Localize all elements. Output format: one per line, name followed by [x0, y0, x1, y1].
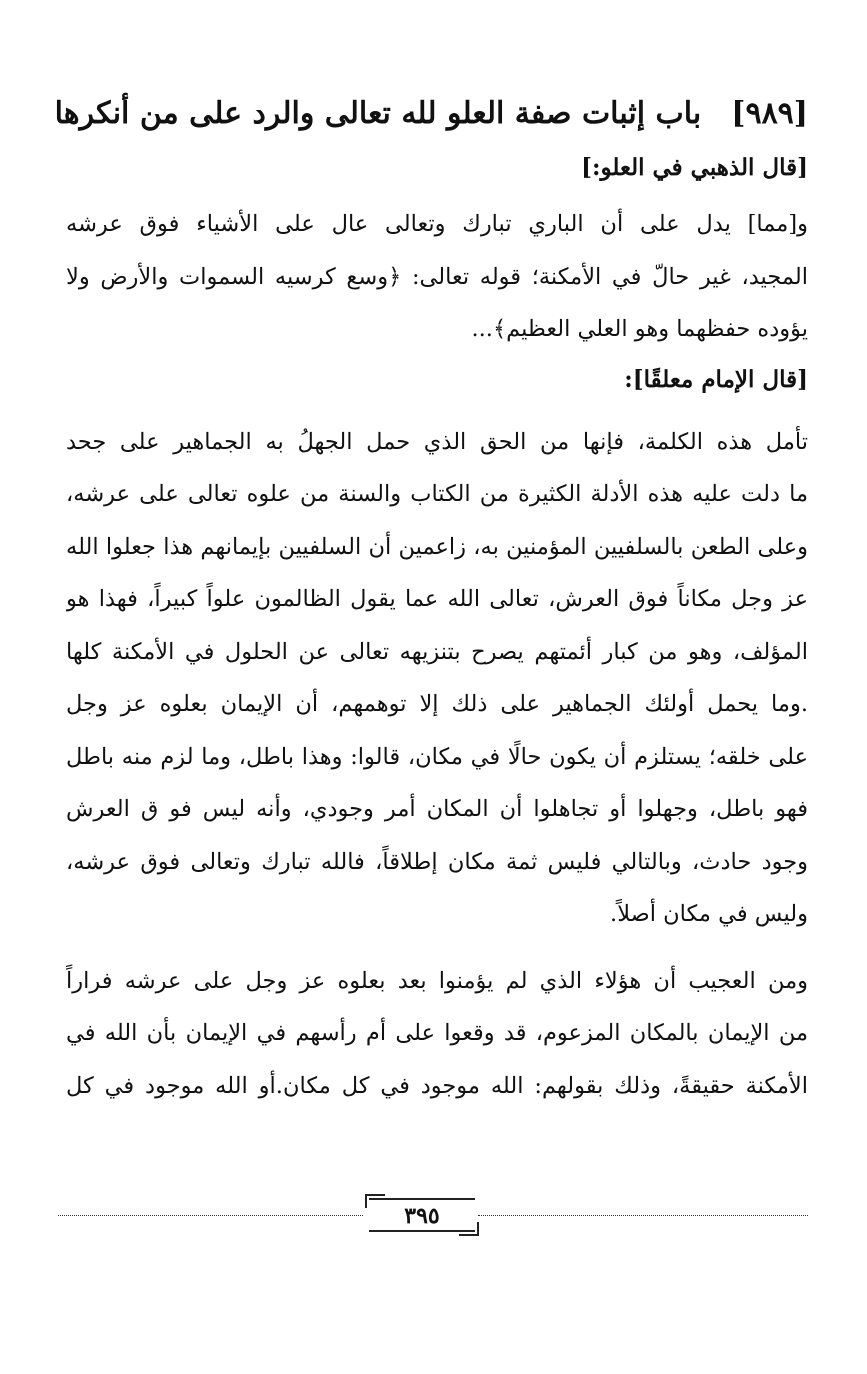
footer-rule-right — [478, 1215, 808, 1216]
page-number-frame — [369, 1198, 475, 1232]
quote-paragraph — [66, 198, 808, 356]
section-heading-imam: [قال الإمام معلقًا]: — [624, 365, 808, 393]
page-number: ٣٩٥ — [404, 1203, 440, 1229]
commentary-paragraph-2 — [66, 955, 808, 1113]
text-line: الأمكنة حقيقةً، وذلك بقولهم: الله موجود في كل مكان.أو الله موجود في كل — [66, 1072, 808, 1099]
text-line: عز وجل مكاناً فوق العرش، تعالى الله عما يقول الظالمون علواً كبيراً، فهذا هو — [66, 586, 808, 612]
text-line: من الإيمان بالمكان المزعوم، قد وقعوا على أم رأسهم في الإيمان بأن الله في — [66, 1020, 808, 1046]
text-line: يؤوده حفظهما وهو العلي العظيم﴾... — [471, 316, 808, 342]
text-line: المؤلف، وهو من كبار أئمتهم يصرح بتنزيهه تعالى عن الحلول في الأمكنة كلها — [66, 638, 808, 665]
text-line: وعلى الطعن بالسلفيين المؤمنين به، زاعمين أن السلفيين بإيمانهم هذا جعلوا الله — [66, 533, 808, 560]
text-line: على خلقه؛ يستلزم أن يكون حالًا في مكان، قالوا: وهذا باطل، وما لزم منه باطل — [66, 743, 808, 770]
text-line: وجود حادث، وبالتالي فليس ثمة مكان إطلاقاً، فالله تبارك وتعالى فوق عرشه، — [66, 848, 808, 875]
chapter-header — [54, 92, 808, 136]
section-heading-dhahabi: [قال الذهبي في العلو:] — [581, 154, 808, 181]
page-footer — [58, 1198, 808, 1234]
text-line: وليس في مكان أصلاً. — [610, 901, 808, 927]
chapter-number: [٩٨٩] — [731, 96, 808, 131]
commentary-paragraph-1 — [66, 416, 808, 941]
text-line: تأمل هذه الكلمة، فإنها من الحق الذي حمل الجهلُ به الجماهير على جحد — [66, 428, 808, 455]
footer-rule-left — [58, 1215, 363, 1216]
chapter-title: باب إثبات صفة العلو لله تعالى والرد على من أنكرها — [54, 96, 702, 131]
text-line: المجيد، غير حالّ في الأمكنة؛ قوله تعالى: ﴿وسع كرسيه السموات والأرض ولا — [66, 263, 808, 290]
text-line: .وما يحمل أولئك الجماهير على ذلك إلا توهمهم، أن الإيمان بعلوه عز وجل — [66, 691, 808, 717]
text-line: و[مما] يدل على أن الباري تبارك وتعالى عال على الأشياء فوق عرشه — [66, 211, 808, 237]
page-content — [54, 92, 808, 1112]
text-line: ومن العجيب أن هؤلاء الذي لم يؤمنوا بعد بعلوه عز وجل على عرشه فراراً — [66, 967, 808, 994]
text-line: فهو باطل، وجهلوا أو تجاهلوا أن المكان أمر وجودي، وأنه ليس فو ق العرش — [66, 796, 808, 822]
text-line: ما دلت عليه هذه الأدلة الكثيرة من الكتاب والسنة من علوه تعالى على عرشه، — [66, 481, 808, 507]
